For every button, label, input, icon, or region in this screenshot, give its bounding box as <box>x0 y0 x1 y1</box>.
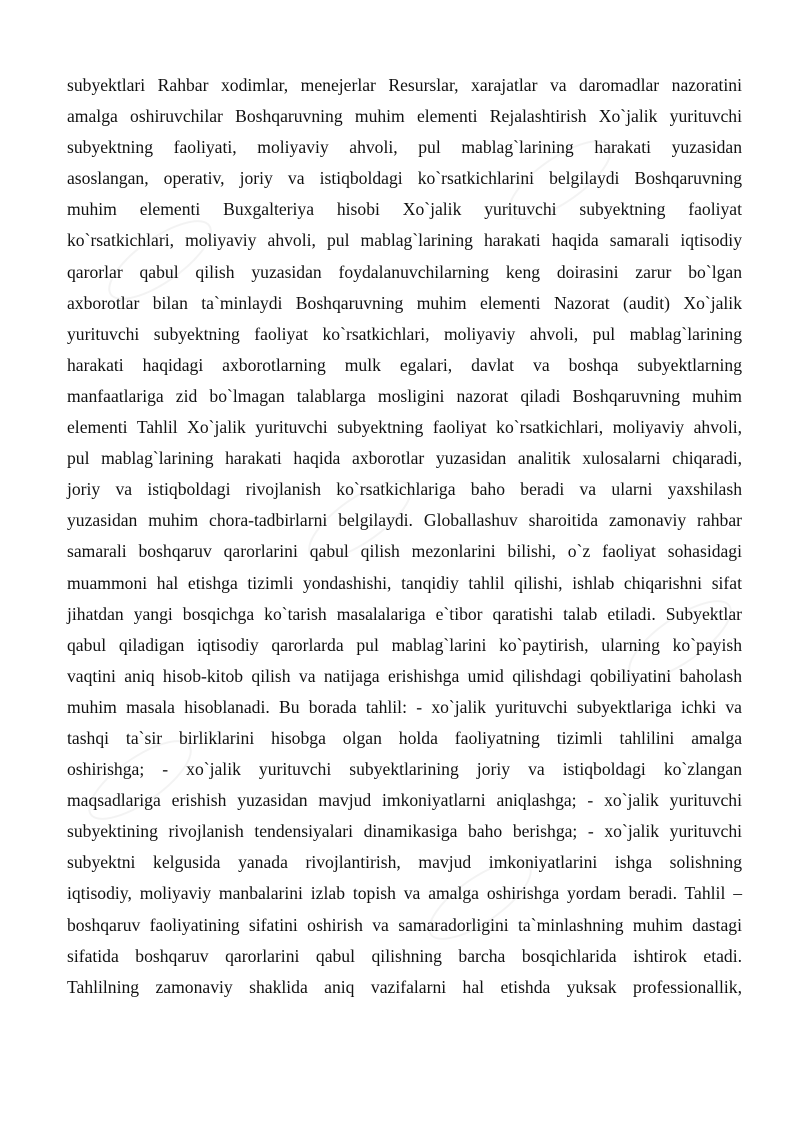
text-line: qabul qiladigan iqtisodiy qarorlarda pul mablag`larini ko`paytirish, ularning ko`payish <box>67 634 742 655</box>
text-line: yurituvchi subyektning faoliyat ko`rsatkichlari, moliyaviy ahvoli, pul mablag`larining <box>67 323 742 344</box>
text-line: qarorlar qabul qilish yuzasidan foydalanuvchilarning keng doirasini zarur bo`lgan <box>67 261 742 282</box>
text-line: yuzasidan muhim chora-tadbirlarni belgilaydi. Globallashuv sharoitida zamonaviy rahbar <box>67 510 742 531</box>
text-line: iqtisodiy, moliyaviy manbalarini izlab topish va amalga oshirishga yordam beradi. Tahlil – <box>67 883 742 904</box>
text-line: maqsadlariga erishish yuzasidan mavjud imkoniyatlarni aniqlashga; - xo`jalik yurituvchi <box>67 790 742 811</box>
text-line: pul mablag`larining harakati haqida axborotlar yuzasidan analitik xulosalarni chiqaradi, <box>67 448 742 469</box>
text-line: joriy va istiqboldagi rivojlanish ko`rsatkichlariga baho beradi va ularni yaxshilash <box>67 479 742 500</box>
text-line: subyektni kelgusida yanada rivojlantirish, mavjud imkoniyatlarini ishga solishning <box>67 852 742 873</box>
text-line: amalga oshiruvchilar Boshqaruvning muhim elementi Rejalashtirish Xo`jalik yurituvchi <box>67 106 742 127</box>
text-line: axborotlar bilan ta`minlaydi Boshqaruvning muhim elementi Nazorat (audit) Xo`jalik <box>67 292 742 313</box>
document-body-text <box>67 70 742 1003</box>
text-line: muhim elementi Buxgalteriya hisobi Xo`jalik yurituvchi subyektning faoliyat <box>67 199 742 220</box>
text-line: subyektning faoliyati, moliyaviy ahvoli, pul mablag`larining harakati yuzasidan <box>67 137 742 158</box>
text-line: sifatida boshqaruv qarorlarini qabul qilishning barcha bosqichlarida ishtirok etadi. <box>67 945 742 966</box>
text-line: elementi Tahlil Xo`jalik yurituvchi subyektning faoliyat ko`rsatkichlari, moliyaviy ahvoli, <box>67 417 742 438</box>
text-line: oshirishga; - xo`jalik yurituvchi subyektlarining joriy va istiqboldagi ko`zlangan <box>67 759 742 780</box>
text-line: asoslangan, operativ, joriy va istiqboldagi ko`rsatkichlarini belgilaydi Boshqaruvning <box>67 168 742 189</box>
text-line: vaqtini aniq hisob-kitob qilish va natijaga erishishga umid qilishdagi qobiliyatini baholash <box>67 665 742 686</box>
text-line: ko`rsatkichlari, moliyaviy ahvoli, pul mablag`larining harakati haqida samarali iqtisodiy <box>67 230 742 251</box>
text-line: jihatdan yangi bosqichga ko`tarish masalalariga e`tibor qaratishi talab etiladi. Subyektlar <box>67 603 742 624</box>
text-line: Tahlilning zamonaviy shaklida aniq vazifalarni hal etishda yuksak professionallik, <box>67 976 742 997</box>
text-line: muammoni hal etishga tizimli yondashishi, tanqidiy tahlil qilishi, ishlab chiqarishni sifat <box>67 572 742 593</box>
text-line: manfaatlariga zid bo`lmagan talablarga mosligini nazorat qiladi Boshqaruvning muhim <box>67 385 742 406</box>
text-line: subyektining rivojlanish tendensiyalari dinamikasiga baho berishga; - xo`jalik yurituvchi <box>67 821 742 842</box>
text-line: harakati haqidagi axborotlarning mulk egalari, davlat va boshqa subyektlarning <box>67 354 742 375</box>
text-line: boshqaruv faoliyatining sifatini oshirish va samaradorligini ta`minlashning muhim dastagi <box>67 914 742 935</box>
text-line: muhim masala hisoblanadi. Bu borada tahlil: - xo`jalik yurituvchi subyektlariga ichki va <box>67 696 742 717</box>
text-line: subyektlari Rahbar xodimlar, menejerlar Resurslar, xarajatlar va daromadlar nazoratini <box>67 75 742 95</box>
text-line: samarali boshqaruv qarorlarini qabul qilish mezonlarini bilishi, o`z faoliyat sohasidagi <box>67 541 742 562</box>
text-line: tashqi ta`sir birliklarini hisobga olgan holda faoliyatning tizimli tahlilini amalga <box>67 727 742 748</box>
